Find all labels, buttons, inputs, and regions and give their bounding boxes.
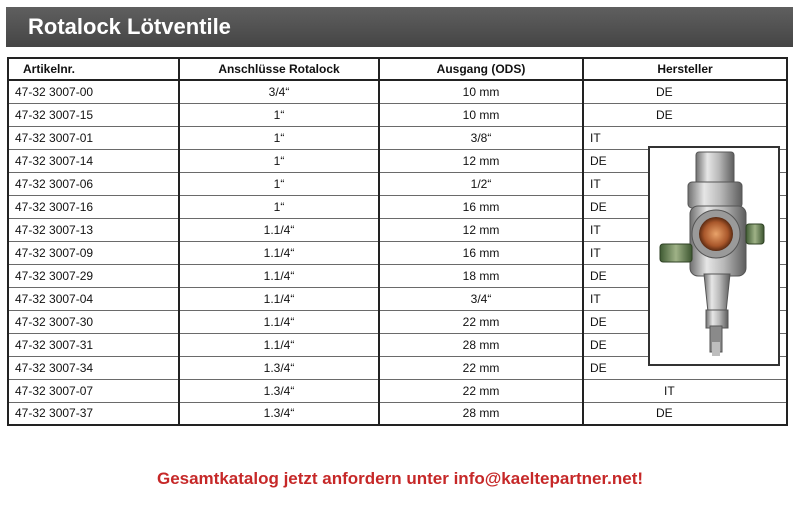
cell-hersteller: IT: [583, 241, 787, 264]
cell-artikelnr: 47-32 3007-15: [8, 103, 179, 126]
cell-artikelnr: 47-32 3007-34: [8, 356, 179, 379]
cell-hersteller: DE: [583, 333, 787, 356]
cell-hersteller: IT: [583, 126, 787, 149]
page-title-bar: [6, 7, 793, 47]
cell-ausgang: 18 mm: [379, 264, 583, 287]
cell-artikelnr: 47-32 3007-30: [8, 310, 179, 333]
cell-hersteller: IT: [583, 379, 787, 402]
header-artikelnr: Artikelnr.: [8, 58, 179, 80]
cell-hersteller: DE: [583, 80, 787, 103]
cell-artikelnr: 47-32 3007-09: [8, 241, 179, 264]
cell-anschluss: 1“: [179, 195, 379, 218]
cell-artikelnr: 47-32 3007-07: [8, 379, 179, 402]
cell-ausgang: 22 mm: [379, 356, 583, 379]
cell-artikelnr: 47-32 3007-16: [8, 195, 179, 218]
cell-anschluss: 1.1/4“: [179, 287, 379, 310]
cell-anschluss: 1.1/4“: [179, 218, 379, 241]
cell-artikelnr: 47-32 3007-14: [8, 149, 179, 172]
cell-artikelnr: 47-32 3007-00: [8, 80, 179, 103]
cell-ausgang: 22 mm: [379, 310, 583, 333]
cell-anschluss: 1“: [179, 103, 379, 126]
cell-anschluss: 1.3/4“: [179, 379, 379, 402]
header-ausgang: Ausgang (ODS): [379, 58, 583, 80]
cell-anschluss: 1.1/4“: [179, 310, 379, 333]
cell-anschluss: 1.1/4“: [179, 264, 379, 287]
cell-ausgang: 28 mm: [379, 402, 583, 425]
cell-ausgang: 28 mm: [379, 333, 583, 356]
cell-artikelnr: 47-32 3007-06: [8, 172, 179, 195]
table-row: [8, 379, 787, 402]
cell-ausgang: 10 mm: [379, 80, 583, 103]
cell-anschluss: 1.3/4“: [179, 402, 379, 425]
cell-artikelnr: 47-32 3007-01: [8, 126, 179, 149]
cell-ausgang: 3/4“: [379, 287, 583, 310]
cell-artikelnr: 47-32 3007-04: [8, 287, 179, 310]
header-hersteller: Hersteller: [583, 58, 787, 80]
cell-hersteller: DE: [583, 195, 787, 218]
table-header-row: [8, 58, 787, 80]
cell-hersteller: IT: [583, 287, 787, 310]
cell-ausgang: 22 mm: [379, 379, 583, 402]
cell-hersteller: DE: [583, 402, 787, 425]
cell-hersteller: DE: [583, 103, 787, 126]
cell-hersteller: IT: [583, 218, 787, 241]
cell-ausgang: 16 mm: [379, 241, 583, 264]
cell-hersteller: DE: [583, 310, 787, 333]
catalog-request-notice: Gesamtkatalog jetzt anfordern unter info@kaeltepartner.net!: [156, 469, 644, 488]
cell-hersteller: DE: [583, 264, 787, 287]
cell-ausgang: 3/8“: [379, 126, 583, 149]
cell-artikelnr: 47-32 3007-37: [8, 402, 179, 425]
rotalock-valve-illustration: [650, 148, 778, 364]
cell-anschluss: 1.1/4“: [179, 333, 379, 356]
cell-anschluss: 1.1/4“: [179, 241, 379, 264]
cell-anschluss: 1“: [179, 149, 379, 172]
cell-anschluss: 1“: [179, 126, 379, 149]
table-row: [8, 103, 787, 126]
valve-product-image: [648, 146, 780, 366]
cell-anschluss: 1“: [179, 172, 379, 195]
table-row: [8, 402, 787, 425]
cell-ausgang: 12 mm: [379, 218, 583, 241]
cell-hersteller: DE: [583, 356, 787, 379]
cell-anschluss: 1.3/4“: [179, 356, 379, 379]
header-anschluesse: Anschlüsse Rotalock: [179, 58, 379, 80]
cell-artikelnr: 47-32 3007-13: [8, 218, 179, 241]
cell-anschluss: 3/4“: [179, 80, 379, 103]
cell-ausgang: 10 mm: [379, 103, 583, 126]
cell-ausgang: 1/2“: [379, 172, 583, 195]
cell-ausgang: 12 mm: [379, 149, 583, 172]
page-title: Rotalock Lötventile: [28, 14, 231, 39]
cell-artikelnr: 47-32 3007-31: [8, 333, 179, 356]
cell-artikelnr: 47-32 3007-29: [8, 264, 179, 287]
table-row: [8, 80, 787, 103]
cell-hersteller: DE: [583, 149, 787, 172]
cell-ausgang: 16 mm: [379, 195, 583, 218]
cell-hersteller: IT: [583, 172, 787, 195]
